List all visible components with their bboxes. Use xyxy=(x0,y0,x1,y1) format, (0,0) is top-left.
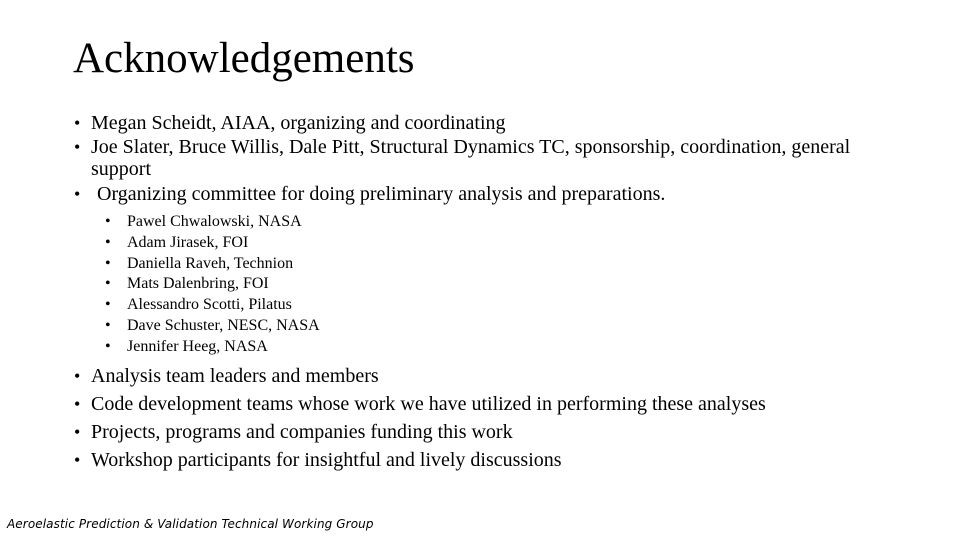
list-item xyxy=(103,254,320,275)
member-name: Pawel Chwalowski, NASA xyxy=(127,213,302,230)
list-item xyxy=(72,446,892,474)
list-item-text: Code development teams whose work we have utilized in performing these analyses xyxy=(91,393,766,415)
committee-member-list xyxy=(103,212,320,358)
list-item xyxy=(72,136,892,180)
bullet-icon: • xyxy=(105,213,111,230)
bullet-icon: • xyxy=(105,337,111,355)
bullet-icon: • xyxy=(74,422,81,442)
member-name: Alessandro Scotti, Pilatus xyxy=(127,296,292,314)
member-name: Adam Jirasek, FOI xyxy=(127,233,249,251)
list-item xyxy=(72,418,892,446)
member-name: Mats Dalenbring, FOI xyxy=(127,275,269,293)
list-item xyxy=(103,274,320,295)
member-name: Jennifer Heeg, NASA xyxy=(127,337,268,355)
list-item-text: Organizing committee for doing preliminary analysis and preparations. xyxy=(97,183,666,205)
bullet-icon: • xyxy=(74,113,81,133)
list-item-text: Analysis team leaders and members xyxy=(91,365,379,387)
bullet-icon: • xyxy=(105,275,111,293)
list-item xyxy=(103,233,320,254)
list-item xyxy=(72,362,892,390)
bullet-icon: • xyxy=(105,254,111,272)
list-item xyxy=(72,112,892,134)
member-name: Daniella Raveh, Technion xyxy=(127,254,294,272)
bullet-icon: • xyxy=(105,316,111,334)
bullet-icon: • xyxy=(74,450,81,470)
list-item-text: Joe Slater, Bruce Willis, Dale Pitt, Structural Dynamics TC, sponsorship, coordination, general support xyxy=(91,136,851,180)
bullet-icon: • xyxy=(74,366,81,386)
member-name: Dave Schuster, NESC, NASA xyxy=(127,316,320,334)
bullet-icon: • xyxy=(74,394,81,414)
bullet-icon: • xyxy=(105,296,111,314)
list-item xyxy=(103,316,320,337)
list-item xyxy=(72,390,892,418)
bottom-bullet-list xyxy=(72,362,892,474)
list-item-text: Projects, programs and companies funding this work xyxy=(91,421,513,443)
slide-footer: Aeroelastic Prediction & Validation Technical Working Group xyxy=(7,517,374,531)
list-item xyxy=(103,295,320,316)
list-item xyxy=(103,337,320,358)
list-item-text: Megan Scheidt, AIAA, organizing and coordinating xyxy=(91,112,506,134)
top-bullet-list xyxy=(72,112,892,207)
bullet-icon: • xyxy=(74,184,81,204)
bullet-icon: • xyxy=(74,137,81,157)
list-item xyxy=(103,212,320,233)
list-item xyxy=(72,183,892,205)
bullet-icon: • xyxy=(105,233,111,251)
slide-title: Acknowledgements xyxy=(73,35,415,82)
list-item-text: Workshop participants for insightful and lively discussions xyxy=(91,449,562,471)
